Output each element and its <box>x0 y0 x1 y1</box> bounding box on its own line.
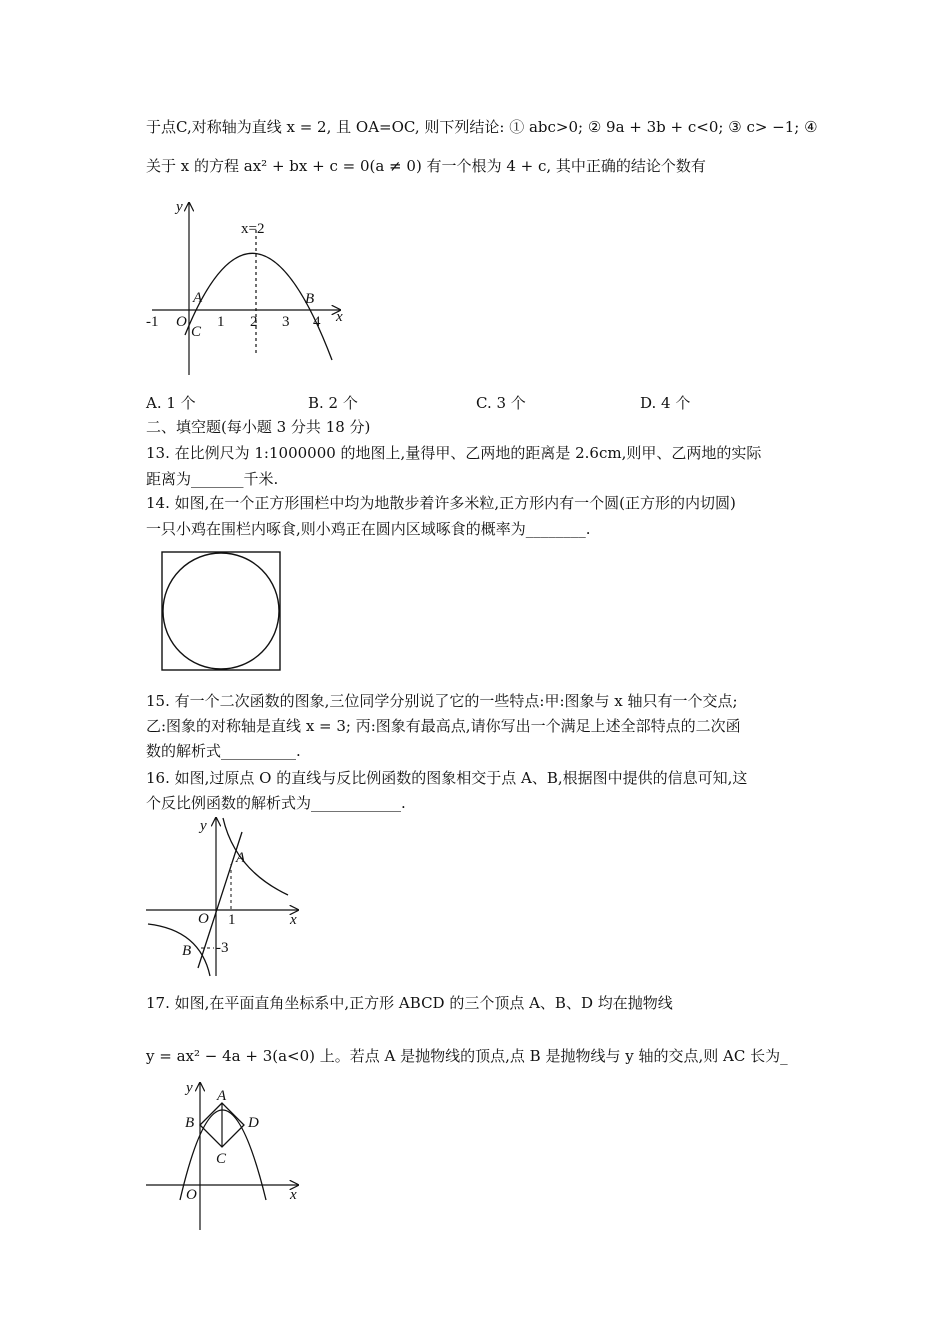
point-B-label: B <box>185 1115 195 1131</box>
hyperbola-branch-3 <box>148 924 210 976</box>
q12-text-line1: 于点C,对称轴为直线 x = 2, 且 OA=OC, 则下列结论: ① abc>0; ② 9a + 3b + c<0; ③ c> −1; ④ <box>146 118 818 136</box>
tick-2: 2 <box>250 314 258 330</box>
q13-text-line2: 距离为_______千米. <box>146 470 279 488</box>
point-A-label: A <box>236 850 246 866</box>
symmetry-axis-label: x=2 <box>241 221 265 237</box>
point-A-label: A <box>193 290 203 306</box>
section2-title: 二、填空题(每小题 3 分共 18 分) <box>146 418 371 436</box>
origin-label: O <box>198 911 209 927</box>
q16-text-line1: 16. 如图,过原点 O 的直线与反比例函数的图象相交于点 A、B,根据图中提供的信息可知,这 <box>146 769 748 787</box>
q15-text-line1: 15. 有一个二次函数的图象,三位同学分别说了它的一些特点:甲:图象与 x 轴只有一个交点; <box>146 692 738 710</box>
point-A-label: A <box>217 1088 227 1104</box>
q17-text-line1: 17. 如图,在平面直角坐标系中,正方形 ABCD 的三个顶点 A、B、D 均在抛物线 <box>146 994 673 1012</box>
origin-label: O <box>176 314 187 330</box>
x-axis-label: x <box>336 309 343 325</box>
point-D-label: D <box>248 1115 259 1131</box>
point-C-label: C <box>216 1151 227 1167</box>
inscribed-circle <box>163 553 279 669</box>
q16-hyperbola-figure <box>140 810 310 980</box>
point-B-label: B <box>182 943 192 959</box>
x-axis-label: x <box>290 1187 297 1203</box>
q17-text-line2: y = ax² − 4a + 3(a<0) 上。若点 A 是抛物线的顶点,点 B 是抛物线与 y 轴的交点,则 AC 长为_ <box>146 1047 788 1065</box>
tick-x-1: 1 <box>228 912 236 928</box>
q14-text-line2: 一只小鸡在围栏内啄食,则小鸡正在圆内区域啄食的概率为________. <box>146 520 591 538</box>
point-C-label: C <box>191 324 202 340</box>
q15-text-line3: 数的解析式__________. <box>146 742 301 760</box>
hyperbola-branch-1 <box>223 818 288 895</box>
q14-text-line1: 14. 如图,在一个正方形围栏中均为地散步着许多米粒,正方形内有一个圆(正方形的内切圆) <box>146 494 736 512</box>
q12-parabola-figure <box>140 195 360 380</box>
tick-3: 3 <box>282 314 290 330</box>
q12-option-c: C. 3 个 <box>476 394 526 412</box>
q17-parabola-square-figure <box>140 1075 310 1235</box>
y-axis-label: y <box>176 199 183 215</box>
q12-option-a: A. 1 个 <box>146 394 196 412</box>
tick-4: 4 <box>313 314 321 330</box>
tick-y-neg3: -3 <box>216 940 229 956</box>
q13-text-line1: 13. 在比例尺为 1:1000000 的地图上,量得甲、乙两地的距离是 2.6cm,则甲、乙两地的实际 <box>146 444 762 462</box>
q12-option-d: D. 4 个 <box>640 394 691 412</box>
tick-neg1: -1 <box>146 314 159 330</box>
point-B-label: B <box>305 291 315 307</box>
origin-label: O <box>186 1187 197 1203</box>
q15-text-line2: 乙:图象的对称轴是直线 x = 3; 丙:图象有最高点,请你写出一个满足上述全部特点的二次函 <box>146 717 741 735</box>
q12-option-b: B. 2 个 <box>308 394 358 412</box>
y-axis-label: y <box>200 818 207 834</box>
q12-text-line2: 关于 x 的方程 ax² + bx + c = 0(a ≠ 0) 有一个根为 4 + c, 其中正确的结论个数有 <box>146 157 706 175</box>
x-axis-label: x <box>290 912 297 928</box>
q16-text-line2: 个反比例函数的解析式为____________. <box>146 794 406 812</box>
tick-1: 1 <box>217 314 225 330</box>
y-axis-label: y <box>186 1080 193 1096</box>
q14-square-circle-figure <box>160 550 284 674</box>
